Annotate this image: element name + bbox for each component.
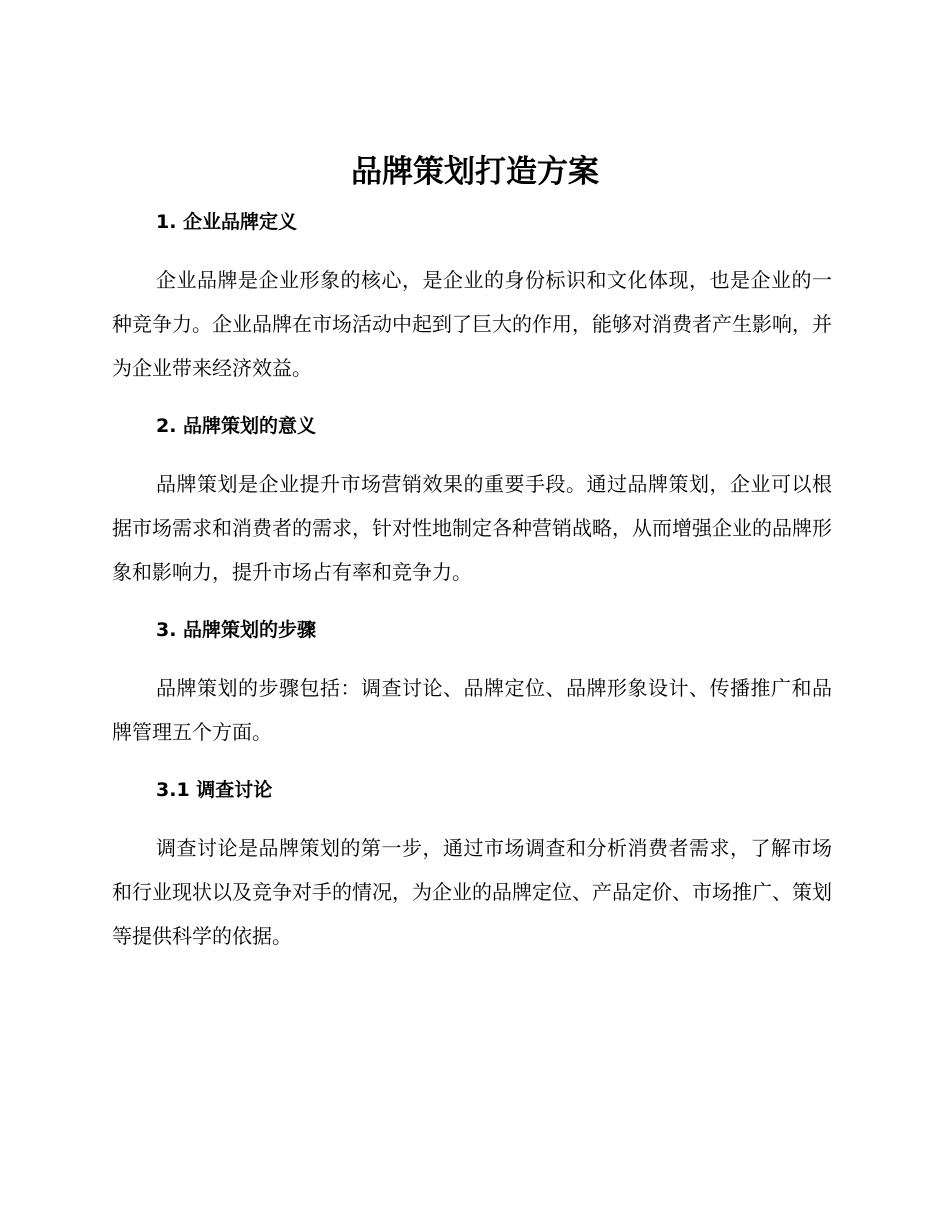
section-body-2: 品牌策划是企业提升市场营销效果的重要手段。通过品牌策划，企业可以根据市场需求和消费者的需求，针对性地制定各种营销战略，从而增强企业的品牌形象和影响力，提升市场占有率和竞争力。 <box>112 472 832 584</box>
subsection-body-3-1: 调查讨论是品牌策划的第一步，通过市场调查和分析消费者需求，了解市场和行业现状以及竞争对手的情况，为企业的品牌定位、产品定价、市场推广、策划等提供科学的依据。 <box>112 836 832 948</box>
document-title: 品牌策划打造方案 <box>351 154 599 190</box>
subsection-heading-3-1: 3.1 调查讨论 <box>156 779 273 801</box>
section-heading-1: 1. 企业品牌定义 <box>156 211 298 233</box>
section-heading-2: 2. 品牌策划的意义 <box>156 415 317 437</box>
section-body-1: 企业品牌是企业形象的核心，是企业的身份标识和文化体现，也是企业的一种竞争力。企业品牌在市场活动中起到了巨大的作用，能够对消费者产生影响，并为企业带来经济效益。 <box>112 268 832 380</box>
section-heading-3: 3. 品牌策划的步骤 <box>156 619 317 641</box>
section-body-3: 品牌策划的步骤包括：调查讨论、品牌定位、品牌形象设计、传播推广和品牌管理五个方面。 <box>112 676 832 744</box>
